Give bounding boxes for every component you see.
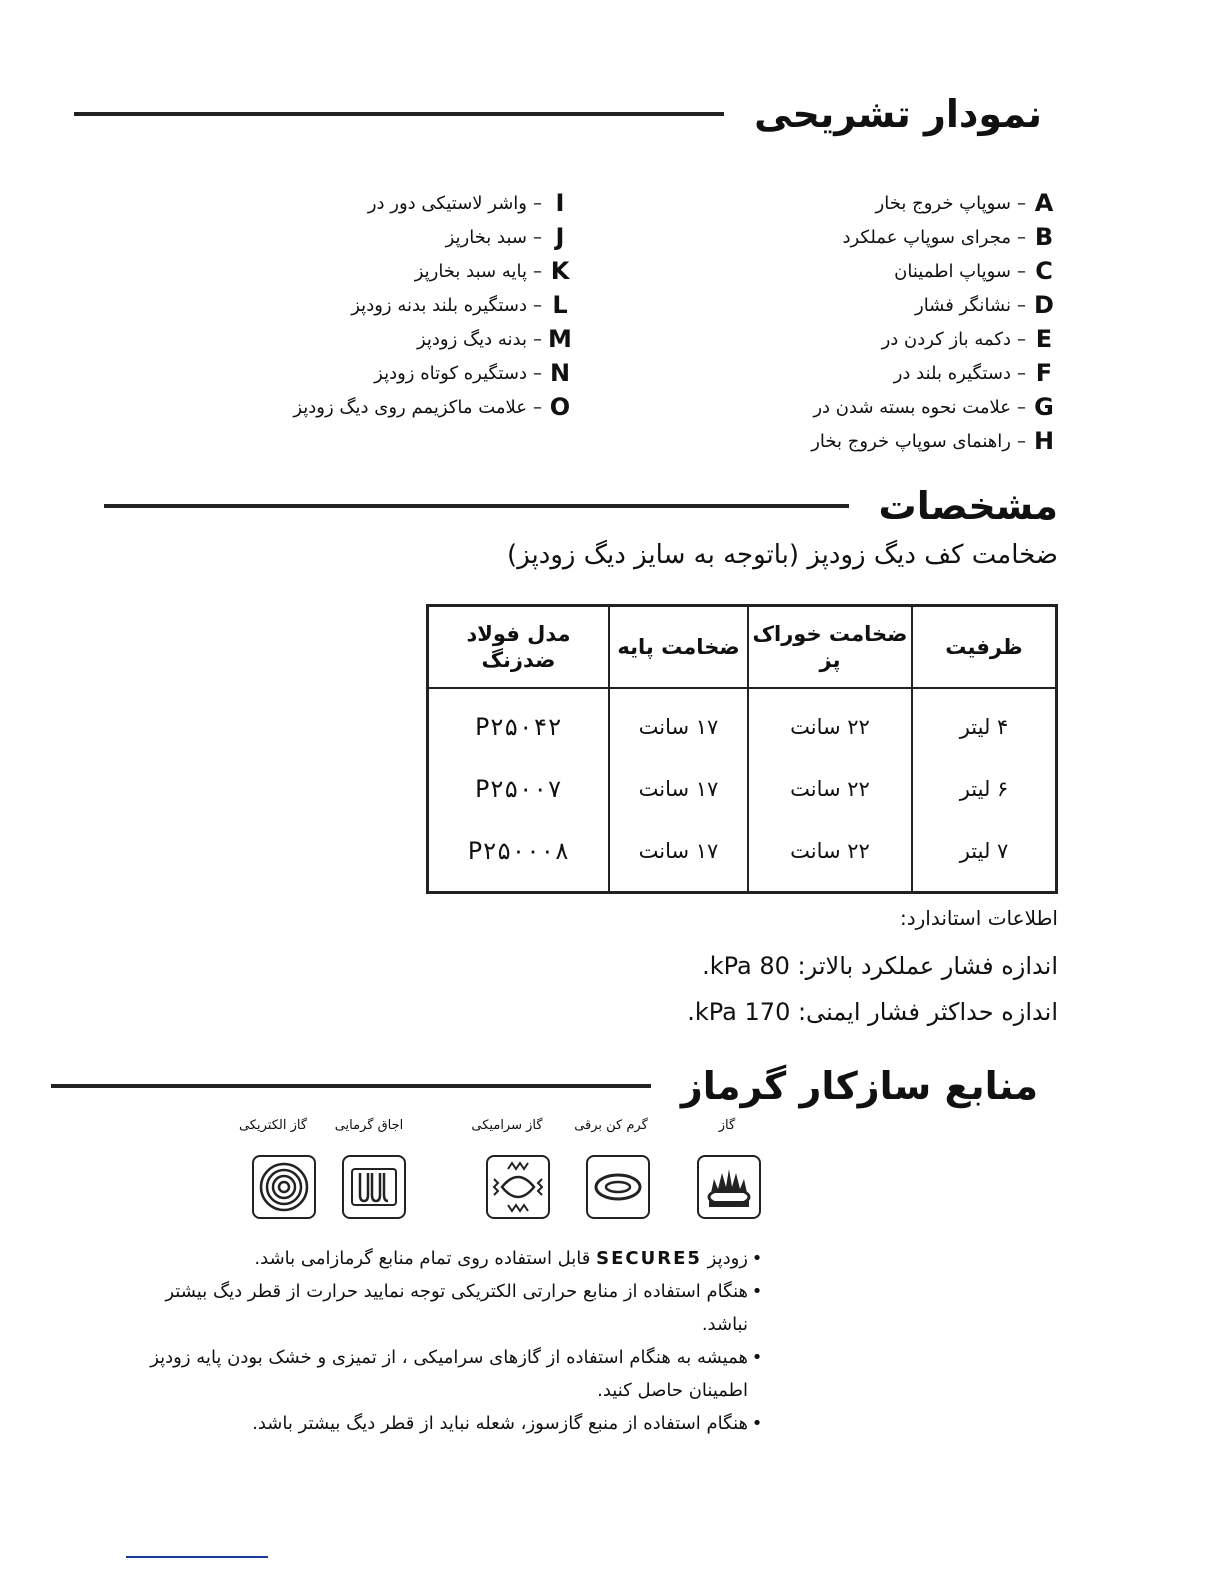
table-row	[428, 688, 1057, 758]
note-item: • هنگام استفاده از منابع حرارتی الکتریکی توجه نمایید حرارت از قطر دیگ بیشتر نباشد.	[136, 1275, 766, 1341]
specs-title-rule	[104, 504, 849, 508]
heat-sources-title-rule	[51, 1084, 651, 1088]
cell-capacity: ۷ لیتر	[912, 820, 1057, 893]
note-item: • هنگام استفاده از منبع گازسوز، شعله نباید از قطر دیگ بیشتر باشد.	[136, 1407, 766, 1440]
radiant-heater-icon	[342, 1155, 406, 1219]
parts-list-right	[811, 186, 1056, 458]
heat-sources-notes	[136, 1242, 766, 1440]
part-b: B – مجرای سوپاپ عملکرد	[842, 223, 1054, 251]
part-f: F – دستگیره بلند در	[893, 359, 1053, 387]
cell-cooking-thickness: ۲۲ سانت	[748, 688, 912, 758]
specs-title: مشخصات	[878, 484, 1058, 528]
part-m: M – بدنه دیگ زودپز	[416, 325, 572, 353]
parts-list-left	[293, 186, 572, 424]
specs-table	[426, 604, 1058, 894]
diagram-section-header	[74, 92, 1042, 136]
note-item: • همیشه به هنگام استفاده از گازهای سرامیکی ، از تمیزی و خشک بودن پایه زودپز اطمینان حاصل کنید.	[136, 1341, 766, 1407]
heat-source-label-ceramic-gas: گاز سرامیکی	[471, 1118, 543, 1133]
brand-logo: SECURE5	[596, 1248, 702, 1269]
specs-section-header	[104, 484, 1058, 528]
cell-model: P۲۵۰۰۷	[428, 758, 610, 820]
specs-table-header-row	[428, 606, 1057, 689]
header-cooking-thickness: ضخامت خوراک پز	[748, 606, 912, 689]
heat-source-label-gas: گاز	[718, 1118, 736, 1133]
part-l: L – دستگیره بلند بدنه زودپز	[351, 291, 568, 319]
safety-pressure: اندازه حداکثر فشار ایمنی: 170 kPa.	[687, 998, 1058, 1026]
header-capacity: ظرفیت	[912, 606, 1057, 689]
electric-coil-icon	[252, 1155, 316, 1219]
standard-info-title: اطلاعات استاندارد:	[900, 906, 1058, 930]
cell-base-thickness: ۱۷ سانت	[609, 758, 748, 820]
part-i: I – واشر لاستیکی دور در	[367, 189, 565, 217]
operating-pressure: اندازه فشار عملکرد بالاتر: 80 kPa.	[702, 952, 1058, 980]
table-row	[428, 758, 1057, 820]
bullet-icon: •	[751, 1347, 763, 1368]
part-n: N – دستگیره کوتاه زودپز	[374, 359, 571, 387]
heat-source-label-electric-coil: گاز الکتریکی	[238, 1118, 308, 1133]
gas-flame-icon	[697, 1155, 761, 1219]
part-e: E – دکمه باز کردن در	[881, 325, 1053, 353]
note-item: • زودپز SECURE5 قابل استفاده روی تمام منابع گرمازامی باشد.	[136, 1242, 766, 1275]
bullet-icon: •	[751, 1248, 763, 1269]
bullet-icon: •	[751, 1413, 763, 1434]
specs-subtitle: ضخامت کف دیگ زودپز (باتوجه به سایز دیگ زودپز)	[507, 540, 1058, 570]
part-a: A – سوپاپ خروج بخار	[875, 189, 1054, 217]
electric-plate-icon	[586, 1155, 650, 1219]
cell-model: P۲۵۰۴۲	[428, 688, 610, 758]
cell-cooking-thickness: ۲۲ سانت	[748, 820, 912, 893]
part-k: K – پایه سبد بخارپز	[414, 257, 570, 285]
ceramic-gas-icon	[486, 1155, 550, 1219]
part-c: C – سوپاپ اطمینان	[894, 257, 1053, 285]
diagram-title-rule	[74, 112, 724, 116]
part-h: H – راهنمای سوپاپ خروج بخار	[811, 427, 1055, 455]
cell-base-thickness: ۱۷ سانت	[609, 688, 748, 758]
cell-base-thickness: ۱۷ سانت	[609, 820, 748, 893]
part-j: J – سبد بخارپز	[445, 223, 565, 251]
header-model: مدل فولاد ضدزنگ	[428, 606, 610, 689]
heat-sources-title: منابع سازکار گرماز	[680, 1064, 1038, 1108]
table-row	[428, 820, 1057, 893]
bullet-icon: •	[751, 1281, 763, 1302]
cell-cooking-thickness: ۲۲ سانت	[748, 758, 912, 820]
diagram-title: نمودار تشریحی	[754, 92, 1042, 136]
part-g: G – علامت نحوه بسته شدن در	[813, 393, 1054, 421]
footer-rule	[126, 1556, 268, 1558]
cell-capacity: ۶ لیتر	[912, 758, 1057, 820]
header-base-thickness: ضخامت پایه	[609, 606, 748, 689]
part-d: D – نشانگر فشار	[915, 291, 1054, 319]
heat-source-label-radiant-heater: اجاق گرمایی	[334, 1118, 404, 1133]
heat-source-label-electric-plate: گرم کن برقی	[574, 1118, 648, 1133]
cell-capacity: ۴ لیتر	[912, 688, 1057, 758]
cell-model: P۲۵۰۰۰۸	[428, 820, 610, 893]
heat-sources-section-header	[51, 1064, 1038, 1108]
part-o: O – علامت ماکزیمم روی دیگ زودپز	[293, 393, 571, 421]
